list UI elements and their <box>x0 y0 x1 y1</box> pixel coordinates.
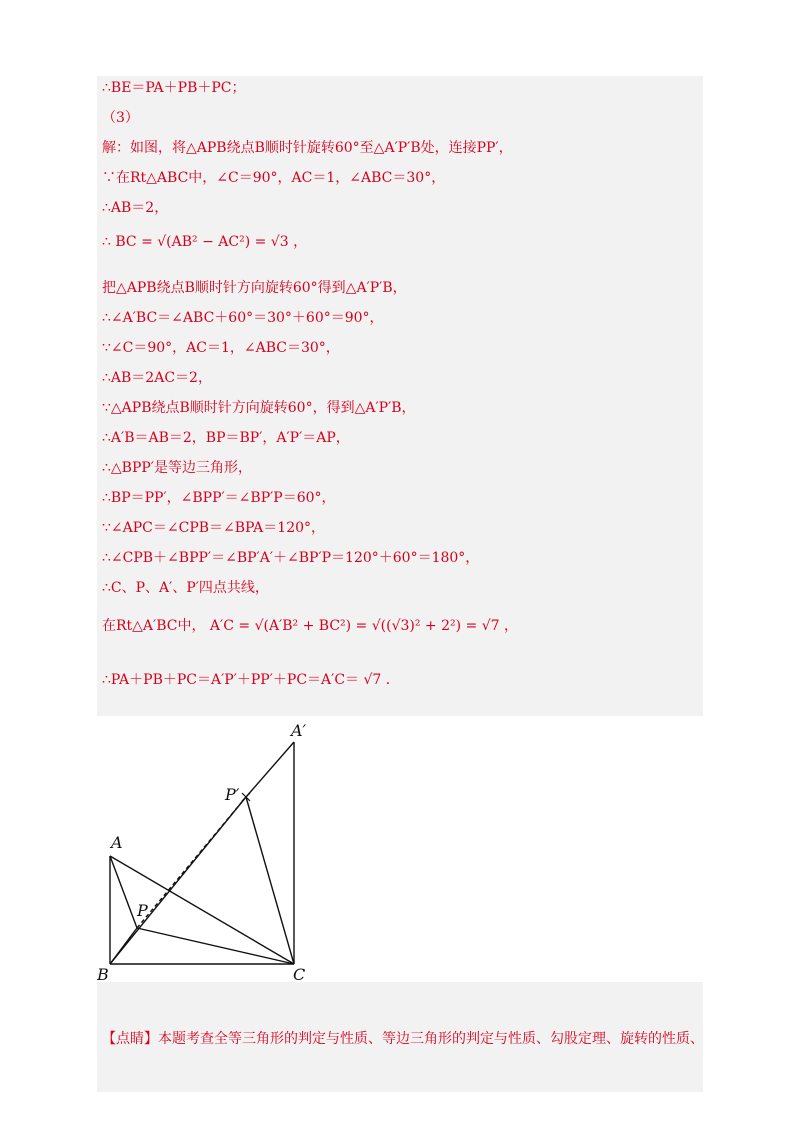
solution-line: ∴BE＝PA＋PB＋PC； <box>102 80 246 96</box>
label-a: A <box>111 833 123 852</box>
label-c: C <box>293 965 306 982</box>
comment-text: 【点睛】本题考查全等三角形的判定与性质、等边三角形的判定与性质、勾股定理、旋转的性质、 <box>102 1031 704 1047</box>
solution-line: 在Rt△A′BC中， A′C = √(A′B² + BC²) = √((√3)² + 2²) = √7 ， <box>102 618 519 634</box>
segment-p-prime-c <box>246 797 294 964</box>
solution-line: ∴AB＝2， <box>102 200 169 216</box>
solution-line: ∴PA＋PB＋PC＝A′P′＋PP′＋PC＝A′C＝ √7 ． <box>102 672 400 688</box>
label-a-prime: A′ <box>291 721 307 740</box>
solution-line: ∵在Rt△ABC中，∠C＝90°，AC＝1，∠ABC＝30°， <box>102 170 446 186</box>
segment-bp-prime <box>110 797 246 964</box>
solution-line: 把△APB绕点B顺时针方向旋转60°得到△A′P′B， <box>102 280 407 296</box>
geometry-diagram <box>97 716 323 982</box>
solution-line: ∴∠A′BC＝∠ABC＋60°＝30°＋60°＝90°， <box>102 310 384 326</box>
label-b: B <box>97 965 109 982</box>
solution-line: ∴A′B＝AB＝2，BP＝BP′，A′P′＝AP， <box>102 430 350 446</box>
solution-line: ∴△BPP′是等边三角形， <box>102 460 252 476</box>
solution-line: ∴BP＝PP′，∠BPP′＝∠BP′P＝60°， <box>102 490 336 506</box>
solution-line: ∵∠C＝90°，AC＝1，∠ABC＝30°， <box>102 340 340 356</box>
solution-line: ∴C、P、A′、P′四点共线， <box>102 580 269 596</box>
solution-line: ∵∠APC＝∠CPB＝∠BPA＝120°， <box>102 520 326 536</box>
label-p-prime: P′ <box>225 785 240 804</box>
solution-line: （3） <box>102 110 139 126</box>
label-p: P <box>137 901 148 920</box>
solution-line: ∴AB＝2AC＝2， <box>102 370 212 386</box>
solution-line: 解：如图，将△APB绕点B顺时针旋转60°至△A′P′B处，连接PP′， <box>102 140 513 156</box>
solution-line: ∴∠CPB＋∠BPP′＝∠BP′A′＋∠BP′P＝120°＋60°＝180°， <box>102 550 480 566</box>
solution-line: ∴ BC = √(AB² − AC²) = √3 ， <box>102 234 308 250</box>
solution-line: ∵△APB绕点B顺时针方向旋转60°，得到△A′P′B， <box>102 400 416 416</box>
cross-mark-icon <box>242 793 250 801</box>
geometry-figure <box>97 716 323 982</box>
segment-pc <box>137 928 294 964</box>
segment-ap <box>110 856 137 928</box>
segment-p-prime-a-prime <box>246 742 294 797</box>
